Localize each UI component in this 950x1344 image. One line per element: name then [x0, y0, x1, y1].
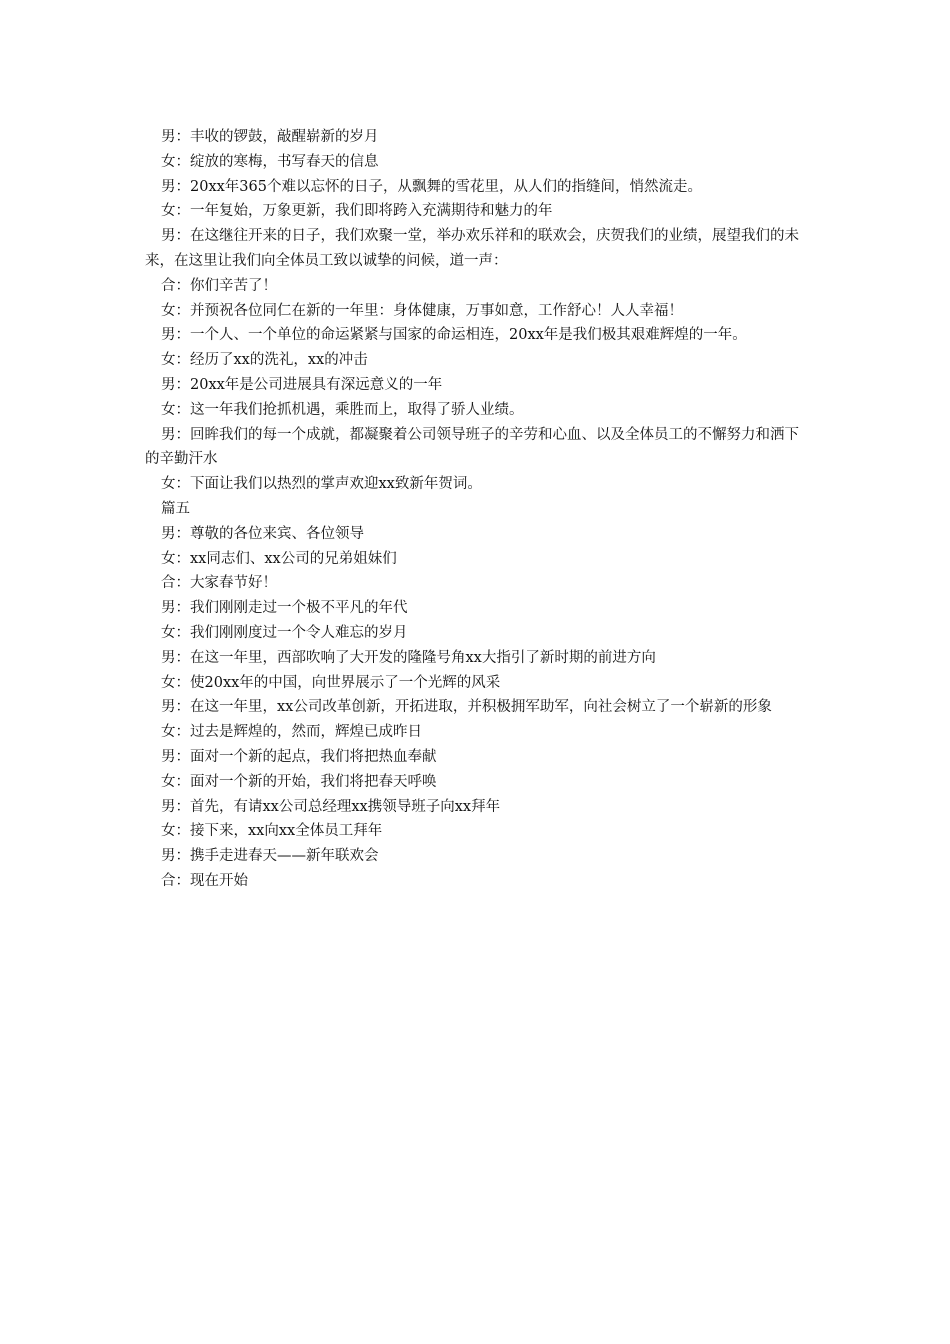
paragraph: 男：20xx年365个难以忘怀的日子，从飘舞的雪花里，从人们的指缝间，悄然流走。 [161, 178, 702, 195]
paragraph: 女：经历了xx的洗礼，xx的冲击 [161, 352, 368, 369]
section-heading: 篇五 [161, 500, 190, 517]
paragraph: 男：在这继往开来的日子，我们欢聚一堂，举办欢乐祥和的联欢会，庆贺我们的业绩，展望我们的未来，在这里让我们向全体员工致以诚挚的问候，道一声： [145, 228, 799, 269]
paragraph: 合：你们辛苦了！ [161, 277, 277, 294]
paragraph: 男：首先，有请xx公司总经理xx携领导班子向xx拜年 [161, 798, 501, 815]
paragraph: 女：过去是辉煌的，然而，辉煌已成昨日 [161, 724, 422, 741]
paragraph: 女：一年复始，万象更新，我们即将跨入充满期待和魅力的年 [161, 203, 553, 220]
paragraph: 男：丰收的锣鼓，敲醒崭新的岁月 [161, 129, 379, 145]
paragraph: 女：接下来，xx向xx全体员工拜年 [161, 823, 383, 840]
paragraph: 女：并预祝各位同仁在新的一年里：身体健康，万事如意，工作舒心！人人幸福！ [161, 302, 683, 319]
paragraph: 女：xx同志们、xx公司的兄弟姐妹们 [161, 550, 397, 567]
paragraph: 男：携手走进春天——新年联欢会 [161, 848, 379, 865]
paragraph: 男：在这一年里，西部吹响了大开发的隆隆号角xx大指引了新时期的前进方向 [161, 649, 656, 666]
paragraph: 女：面对一个新的开始，我们将把春天呼唤 [161, 773, 437, 790]
paragraph: 男：在这一年里，xx公司改革创新，开拓进取，并积极拥军助军，向社会树立了一个崭新的形象 [161, 699, 772, 716]
paragraph: 合：大家春节好！ [161, 575, 277, 592]
paragraph: 男：20xx年是公司进展具有深远意义的一年 [161, 376, 443, 393]
paragraph: 合：现在开始 [161, 872, 248, 889]
paragraph: 男：我们刚刚走过一个极不平凡的年代 [161, 600, 408, 617]
paragraph: 女：绽放的寒梅，书写春天的信息 [161, 153, 379, 170]
paragraph: 男：一个人、一个单位的命运紧紧与国家的命运相连，20xx年是我们极其艰难辉煌的一年。 [161, 327, 747, 344]
paragraph: 女：下面让我们以热烈的掌声欢迎xx致新年贺词。 [161, 476, 482, 493]
paragraph: 男：面对一个新的起点，我们将把热血奉献 [161, 748, 437, 765]
paragraph: 男：尊敬的各位来宾、各位领导 [161, 525, 364, 542]
document-body [145, 125, 805, 894]
paragraph: 女：这一年我们抢抓机遇，乘胜而上，取得了骄人业绩。 [161, 401, 524, 418]
paragraph: 男：回眸我们的每一个成就，都凝聚着公司领导班子的辛劳和心血、以及全体员工的不懈努力和洒下的辛勤汗水 [145, 426, 799, 468]
paragraph: 女：我们刚刚度过一个令人难忘的岁月 [161, 624, 408, 641]
paragraph: 女：使20xx年的中国，向世界展示了一个光辉的风采 [161, 674, 501, 691]
